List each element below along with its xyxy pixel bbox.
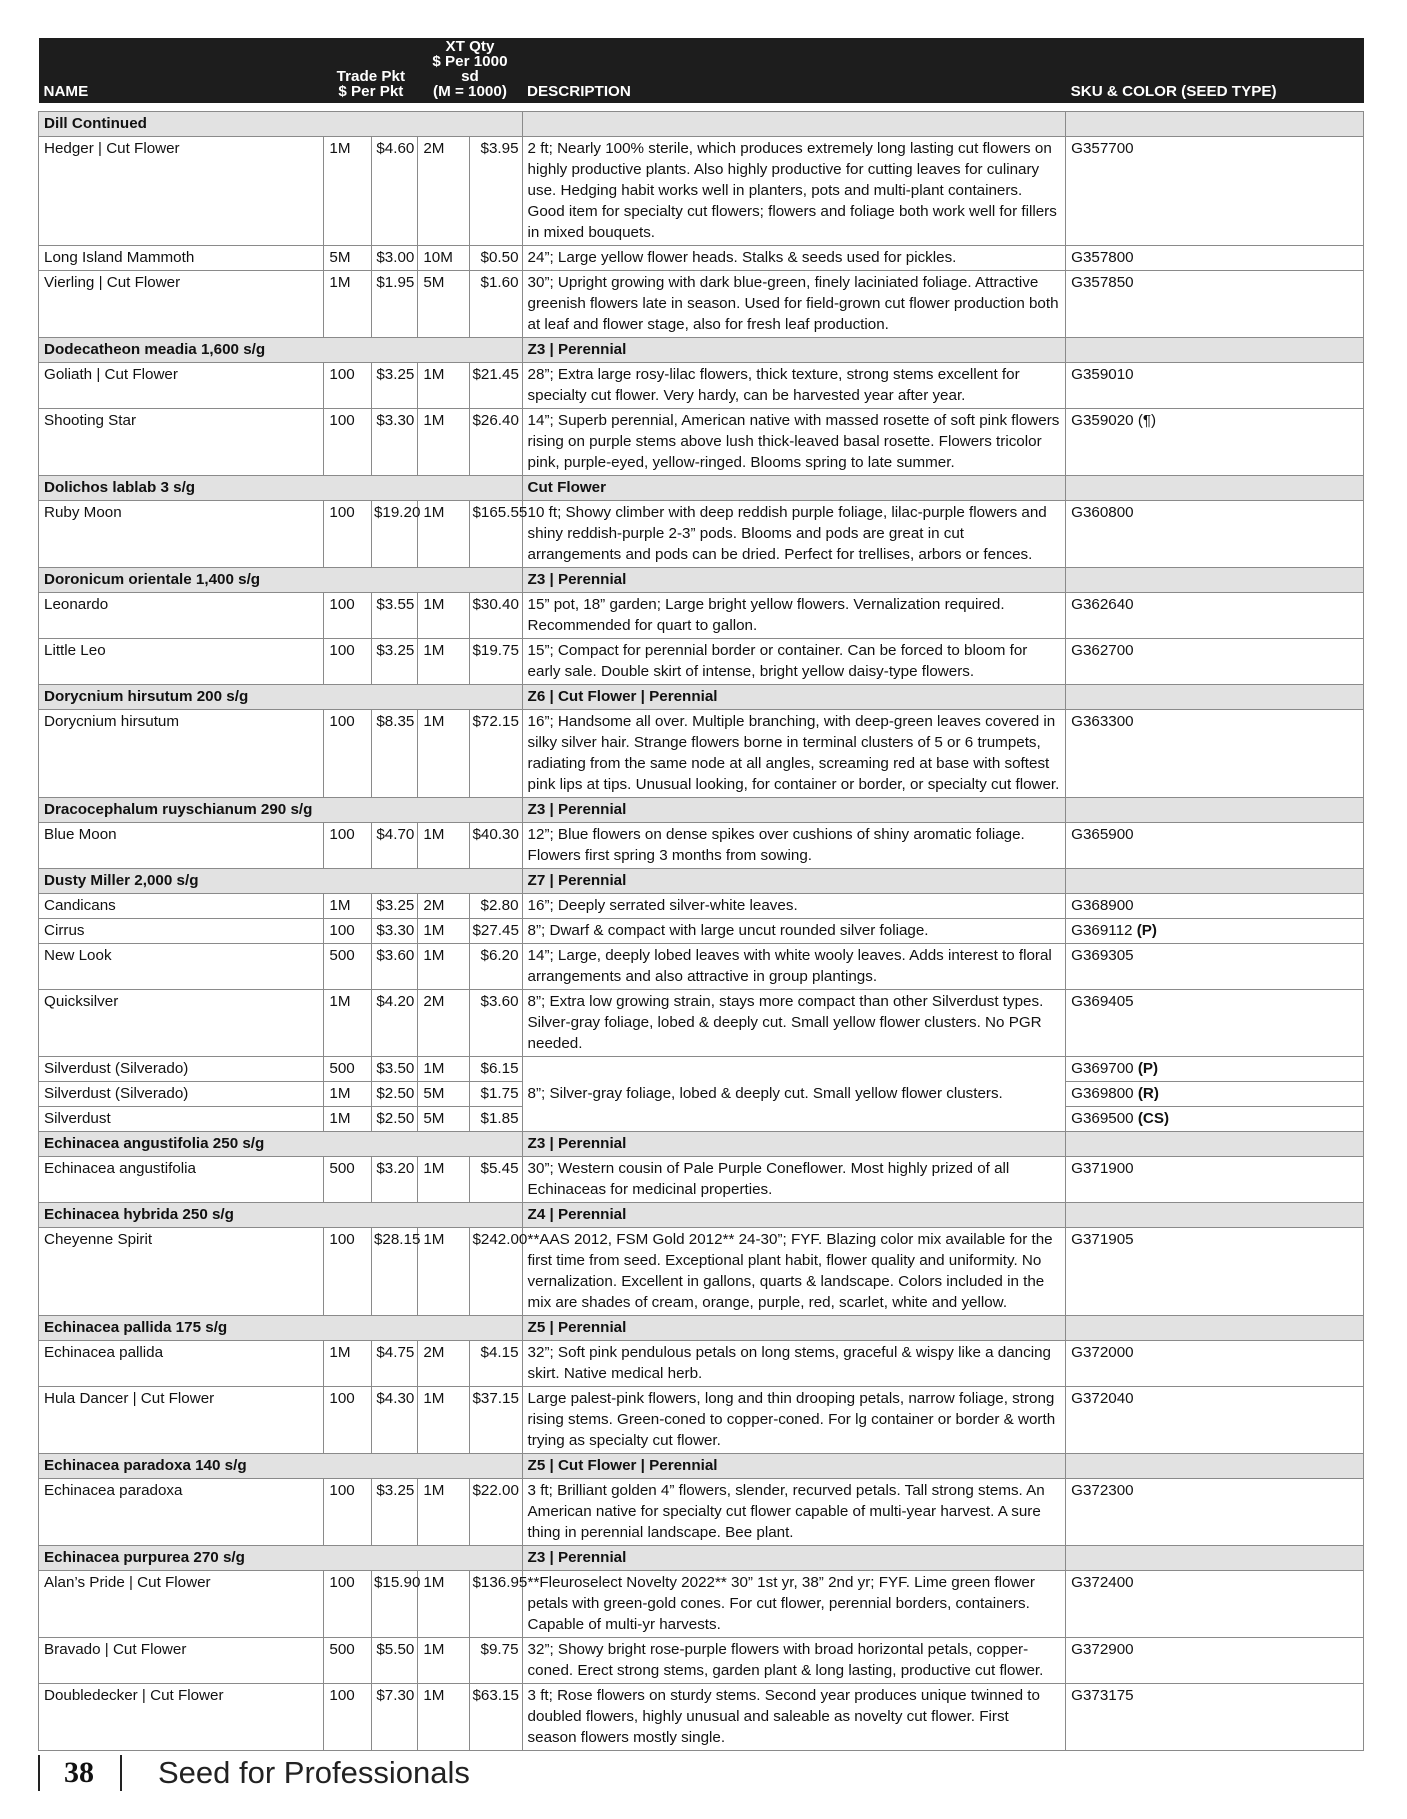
section-header-row — [39, 1132, 1364, 1157]
table-row — [39, 1157, 1364, 1203]
trade-pkt-price: $2.50 — [371, 1107, 417, 1132]
trade-pkt-price: $3.20 — [371, 1157, 417, 1203]
section-sku-blank — [1066, 1203, 1364, 1228]
variety-name: Vierling | Cut Flower — [39, 271, 324, 338]
trade-pkt-qty: 100 — [324, 710, 372, 798]
variety-name: Hedger | Cut Flower — [39, 137, 324, 246]
trade-pkt-qty: 1M — [324, 137, 372, 246]
trade-pkt-price: $3.50 — [371, 1057, 417, 1082]
xt-price: $37.15 — [470, 1387, 522, 1454]
table-row — [39, 1228, 1364, 1316]
variety-name: Little Leo — [39, 639, 324, 685]
sku-cell — [1066, 1571, 1364, 1638]
sku-code: G362640 — [1071, 596, 1134, 613]
trade-pkt-price: $7.30 — [371, 1684, 417, 1751]
section-sku-blank — [1066, 112, 1364, 137]
trade-pkt-price: $3.25 — [371, 363, 417, 409]
variety-description: 16”; Deeply serrated silver-white leaves. — [522, 894, 1066, 919]
xt-price: $6.20 — [470, 944, 522, 990]
section-header-row — [39, 1316, 1364, 1341]
xt-qty: 1M — [418, 1638, 470, 1684]
trade-pkt-price: $3.25 — [371, 639, 417, 685]
variety-description: 8”; Extra low growing strain, stays more compact than other Silverdust types. Silver-gray foliage, lobed & deeply cut. Small yellow flower clusters. No PGR needed. — [522, 990, 1066, 1057]
sku-code: G371900 — [1071, 1160, 1134, 1177]
xt-price: $30.40 — [470, 593, 522, 639]
variety-description: 24”; Large yellow flower heads. Stalks & seeds used for pickles. — [522, 246, 1066, 271]
variety-description: 3 ft; Brilliant golden 4” flowers, slender, recurved petals. Tall strong stems. An American native for specialty cut flower capable of multi-year harvest. A sure thing in perennial landscape. Bee plant. — [522, 1479, 1066, 1546]
section-title: Dill Continued — [39, 112, 523, 137]
section-sku-blank — [1066, 1316, 1364, 1341]
sku-code: G372300 — [1071, 1482, 1134, 1499]
trade-pkt-price: $4.70 — [371, 823, 417, 869]
section-zone: Z3 | Perennial — [522, 338, 1066, 363]
sku-cell — [1066, 246, 1364, 271]
section-sku-blank — [1066, 568, 1364, 593]
sku-code: G363300 — [1071, 713, 1134, 730]
sku-cell — [1066, 1082, 1364, 1107]
variety-description: Large palest-pink flowers, long and thin drooping petals, narrow foliage, strong rising stems. Green-coned to copper-coned. For lg container or border & worth trying as specialty cut flower. — [522, 1387, 1066, 1454]
table-row — [39, 823, 1364, 869]
xt-qty: 2M — [418, 137, 470, 246]
table-row — [39, 271, 1364, 338]
xt-qty: 1M — [418, 1479, 470, 1546]
xt-qty: 1M — [418, 1057, 470, 1082]
section-header-row — [39, 338, 1364, 363]
trade-pkt-qty: 100 — [324, 1228, 372, 1316]
trade-pkt-qty: 1M — [324, 894, 372, 919]
trade-pkt-price: $3.30 — [371, 409, 417, 476]
trade-pkt-price: $5.50 — [371, 1638, 417, 1684]
section-header-row — [39, 1454, 1364, 1479]
sku-cell — [1066, 409, 1364, 476]
section-zone: Z3 | Perennial — [522, 798, 1066, 823]
table-body — [39, 112, 1364, 1751]
sku-cell — [1066, 1479, 1364, 1546]
variety-name: Hula Dancer | Cut Flower — [39, 1387, 324, 1454]
xt-price: $21.45 — [470, 363, 522, 409]
sku-code: G372040 — [1071, 1390, 1134, 1407]
trade-pkt-qty: 500 — [324, 1057, 372, 1082]
xt-price: $26.40 — [470, 409, 522, 476]
section-sku-blank — [1066, 476, 1364, 501]
trade-pkt-price: $4.75 — [371, 1341, 417, 1387]
sku-cell — [1066, 990, 1364, 1057]
variety-name: Echinacea paradoxa — [39, 1479, 324, 1546]
table-row — [39, 1571, 1364, 1638]
section-zone: Cut Flower — [522, 476, 1066, 501]
sku-code: G372400 — [1071, 1574, 1134, 1591]
variety-description: 30”; Upright growing with dark blue-green, finely laciniated foliage. Attractive greenish flowers late in season. Used for field-grown cut flower production both at leaf and flower stage, also for fresh leaf production. — [522, 271, 1066, 338]
sku-cell — [1066, 710, 1364, 798]
xt-price: $1.85 — [470, 1107, 522, 1132]
trade-pkt-qty: 1M — [324, 1341, 372, 1387]
section-header-row — [39, 112, 1364, 137]
sku-code: G371905 — [1071, 1231, 1134, 1248]
table-row — [39, 363, 1364, 409]
trade-pkt-qty: 100 — [324, 823, 372, 869]
table-row — [39, 944, 1364, 990]
table-row — [39, 246, 1364, 271]
trade-pkt-qty: 100 — [324, 593, 372, 639]
xt-qty-unit: $ Per 1000 sd — [432, 53, 508, 85]
col-name-header: NAME — [39, 38, 324, 103]
trade-pkt-qty: 1M — [324, 1082, 372, 1107]
section-header-row — [39, 568, 1364, 593]
xt-price: $72.15 — [470, 710, 522, 798]
table-row — [39, 501, 1364, 568]
variety-name: Ruby Moon — [39, 501, 324, 568]
variety-description: 2 ft; Nearly 100% sterile, which produces extremely long lasting cut flowers on highly productive plants. Also highly productive for cutting leaves for culinary use. Hedging habit works well in planters, pots and multi-plant containers. Good item for specialty cut flowers; flowers and foliage both work well for fillers in mixed bouquets. — [522, 137, 1066, 246]
trade-pkt-price: $8.35 — [371, 710, 417, 798]
variety-name: Cirrus — [39, 919, 324, 944]
variety-description: 3 ft; Rose flowers on sturdy stems. Second year produces unique twinned to doubled flowers, highly unusual and saleable as novelty cut flower. First season flowers mostly single. — [522, 1684, 1066, 1751]
variety-name: Doubledecker | Cut Flower — [39, 1684, 324, 1751]
col-xt-qty-header — [418, 38, 522, 103]
trade-pkt-price: $3.30 — [371, 919, 417, 944]
section-header-row — [39, 476, 1364, 501]
xt-qty: 2M — [418, 990, 470, 1057]
xt-qty: 5M — [418, 1107, 470, 1132]
xt-qty: 1M — [418, 593, 470, 639]
variety-description: **Fleuroselect Novelty 2022** 30” 1st yr, 38” 2nd yr; FYF. Lime green flower petals with green-gold cones. For cut flower, perennial borders, containers. Capable of multi-yr harvests. — [522, 1571, 1066, 1638]
section-header-row — [39, 869, 1364, 894]
variety-description: 16”; Handsome all over. Multiple branching, with deep-green leaves covered in silky silver hair. Strange flowers borne in terminal clusters of 5 or 6 trumpets, radiating from the same node at all angles, screaming red at base with softest pink lips at tips. Unusual looking, for container or border, or specialty cut flower. — [522, 710, 1066, 798]
table-row — [39, 919, 1364, 944]
section-zone: Z5 | Cut Flower | Perennial — [522, 1454, 1066, 1479]
xt-price: $242.00 — [470, 1228, 522, 1316]
trade-pkt-price: $15.90 — [371, 1571, 417, 1638]
section-zone: Z7 | Perennial — [522, 869, 1066, 894]
variety-description: 14”; Large, deeply lobed leaves with white wooly leaves. Adds interest to floral arrangements and also attractive in group plantings. — [522, 944, 1066, 990]
xt-qty: 1M — [418, 1571, 470, 1638]
trade-pkt-qty: 1M — [324, 990, 372, 1057]
xt-price: $4.15 — [470, 1341, 522, 1387]
table-row — [39, 990, 1364, 1057]
section-sku-blank — [1066, 338, 1364, 363]
trade-pkt-qty: 100 — [324, 409, 372, 476]
trade-pkt-price: $4.20 — [371, 990, 417, 1057]
footer-brand: Seed for Professionals — [158, 1755, 470, 1790]
trade-pkt-qty: 100 — [324, 363, 372, 409]
trade-pkt-qty: 500 — [324, 1157, 372, 1203]
sku-code: G357700 — [1071, 140, 1134, 157]
trade-pkt-price: $2.50 — [371, 1082, 417, 1107]
section-title: Echinacea pallida 175 s/g — [39, 1316, 523, 1341]
table-row — [39, 1479, 1364, 1546]
section-header-row — [39, 798, 1364, 823]
sku-code: G359020 (¶) — [1071, 412, 1157, 429]
table-row — [39, 894, 1364, 919]
section-zone: Z3 | Perennial — [522, 1546, 1066, 1571]
sku-cell — [1066, 1228, 1364, 1316]
seed-type-tag: (R) — [1137, 1085, 1159, 1102]
section-sku-blank — [1066, 685, 1364, 710]
trade-pkt-qty: 100 — [324, 639, 372, 685]
variety-description: 8”; Dwarf & compact with large uncut rounded silver foliage. — [522, 919, 1066, 944]
table-row — [39, 409, 1364, 476]
trade-pkt-price: $3.00 — [371, 246, 417, 271]
page-number: 38 — [64, 1756, 94, 1789]
trade-pkt-qty: 100 — [324, 1684, 372, 1751]
variety-description: 10 ft; Showy climber with deep reddish purple foliage, lilac-purple flowers and shiny reddish-purple 2-3” pods. Blooms and pods are great in cut arrangements and pods can be dried. Perfect for trellises, arbors or fences. — [522, 501, 1066, 568]
sku-cell — [1066, 944, 1364, 990]
trade-pkt-qty: 500 — [324, 1638, 372, 1684]
section-zone: Z6 | Cut Flower | Perennial — [522, 685, 1066, 710]
sku-code: G357850 — [1071, 274, 1134, 291]
sku-cell — [1066, 823, 1364, 869]
sku-code: G369700 — [1071, 1060, 1134, 1077]
sku-code: G373175 — [1071, 1687, 1134, 1704]
sku-cell — [1066, 1638, 1364, 1684]
section-title: Dracocephalum ruyschianum 290 s/g — [39, 798, 523, 823]
section-header-row — [39, 685, 1364, 710]
xt-price: $63.15 — [470, 1684, 522, 1751]
xt-price: $40.30 — [470, 823, 522, 869]
variety-description: 30”; Western cousin of Pale Purple Coneflower. Most highly prized of all Echinaceas for medicinal properties. — [522, 1157, 1066, 1203]
xt-qty-note: (M = 1000) — [433, 83, 507, 100]
table-row — [39, 1684, 1364, 1751]
variety-name: Cheyenne Spirit — [39, 1228, 324, 1316]
variety-name: Echinacea angustifolia — [39, 1157, 324, 1203]
variety-name: Alan’s Pride | Cut Flower — [39, 1571, 324, 1638]
sku-cell — [1066, 1387, 1364, 1454]
section-header-row — [39, 1203, 1364, 1228]
xt-qty: 1M — [418, 1684, 470, 1751]
variety-description: 28”; Extra large rosy-lilac flowers, thick texture, strong stems excellent for specialty cut flower. Very hardy, can be harvested year after year. — [522, 363, 1066, 409]
trade-pkt-qty: 100 — [324, 501, 372, 568]
variety-name: Echinacea pallida — [39, 1341, 324, 1387]
table-header — [39, 38, 1364, 103]
page-footer — [38, 1752, 470, 1794]
seed-type-tag: (CS) — [1137, 1110, 1170, 1127]
sku-code: G369405 — [1071, 993, 1134, 1010]
xt-price: $22.00 — [470, 1479, 522, 1546]
xt-qty: 1M — [418, 639, 470, 685]
seed-type-tag: (P) — [1136, 922, 1157, 939]
sku-cell — [1066, 363, 1364, 409]
xt-qty-label: XT Qty — [445, 38, 495, 55]
footer-divider-right — [120, 1755, 122, 1791]
table-row — [39, 1341, 1364, 1387]
variety-name: Shooting Star — [39, 409, 324, 476]
trade-pkt-qty: 100 — [324, 1571, 372, 1638]
sku-code: G365900 — [1071, 826, 1134, 843]
table-row — [39, 137, 1364, 246]
col-sku-header: SKU & COLOR (SEED TYPE) — [1066, 38, 1364, 103]
footer-divider-left — [38, 1755, 40, 1791]
table-row — [39, 710, 1364, 798]
xt-qty: 5M — [418, 271, 470, 338]
sku-code: G369500 — [1071, 1110, 1134, 1127]
sku-cell — [1066, 1107, 1364, 1132]
section-zone: Z5 | Perennial — [522, 1316, 1066, 1341]
col-trade-pkt-header — [324, 38, 418, 103]
xt-price: $19.75 — [470, 639, 522, 685]
sku-code: G357800 — [1071, 249, 1134, 266]
xt-qty: 1M — [418, 1157, 470, 1203]
variety-name: Candicans — [39, 894, 324, 919]
section-title: Echinacea hybrida 250 s/g — [39, 1203, 523, 1228]
xt-qty: 1M — [418, 823, 470, 869]
xt-price: $27.45 — [470, 919, 522, 944]
variety-description: 15”; Compact for perennial border or container. Can be forced to bloom for early sale. Double skirt of intense, bright yellow daisy-type flowers. — [522, 639, 1066, 685]
xt-price: $3.95 — [470, 137, 522, 246]
section-sku-blank — [1066, 1132, 1364, 1157]
xt-qty: 1M — [418, 1387, 470, 1454]
table-row — [39, 593, 1364, 639]
section-sku-blank — [1066, 1546, 1364, 1571]
trade-pkt-qty: 1M — [324, 1107, 372, 1132]
sku-cell — [1066, 894, 1364, 919]
sku-cell — [1066, 1341, 1364, 1387]
sku-cell — [1066, 639, 1364, 685]
variety-name: Goliath | Cut Flower — [39, 363, 324, 409]
xt-qty: 1M — [418, 710, 470, 798]
trade-pkt-price: $3.25 — [371, 894, 417, 919]
xt-qty: 10M — [418, 246, 470, 271]
sku-cell — [1066, 271, 1364, 338]
xt-qty: 1M — [418, 919, 470, 944]
sku-code: G362700 — [1071, 642, 1134, 659]
xt-price: $6.15 — [470, 1057, 522, 1082]
trade-pkt-price: $3.60 — [371, 944, 417, 990]
trade-pkt-price: $19.20 — [371, 501, 417, 568]
xt-price: $2.80 — [470, 894, 522, 919]
section-sku-blank — [1066, 869, 1364, 894]
variety-name: Long Island Mammoth — [39, 246, 324, 271]
xt-qty: 1M — [418, 1228, 470, 1316]
trade-pkt-qty: 500 — [324, 944, 372, 990]
variety-description: **AAS 2012, FSM Gold 2012** 24-30”; FYF. Blazing color mix available for the first time from seed. Exceptional plant habit, flower quality and uniformity. No vernalization. Excellent in gallons, quarts & landscape. Colors included in the mix are shades of cream, orange, purple, red, scarlet, white and yellow. — [522, 1228, 1066, 1316]
variety-description: 14”; Superb perennial, American native with massed rosette of soft pink flowers rising on purple stems above lush thick-leaved basal rosette. Flowers tricolor pink, purple-eyed, yellow-ringed. Blooms spring to late summer. — [522, 409, 1066, 476]
trade-pkt-price: $28.15 — [371, 1228, 417, 1316]
xt-price: $1.75 — [470, 1082, 522, 1107]
xt-qty: 1M — [418, 501, 470, 568]
section-title: Dolichos lablab 3 s/g — [39, 476, 523, 501]
sku-cell — [1066, 1157, 1364, 1203]
table-row — [39, 1387, 1364, 1454]
variety-description: 15” pot, 18” garden; Large bright yellow flowers. Vernalization required. Recommended for quart to gallon. — [522, 593, 1066, 639]
variety-name: Bravado | Cut Flower — [39, 1638, 324, 1684]
section-zone: Z4 | Perennial — [522, 1203, 1066, 1228]
sku-code: G369800 — [1071, 1085, 1134, 1102]
trade-pkt-qty: 5M — [324, 246, 372, 271]
section-title: Dusty Miller 2,000 s/g — [39, 869, 523, 894]
variety-name: Blue Moon — [39, 823, 324, 869]
xt-qty: 2M — [418, 894, 470, 919]
trade-pkt-price: $4.60 — [371, 137, 417, 246]
trade-pkt-price: $3.55 — [371, 593, 417, 639]
section-title: Echinacea angustifolia 250 s/g — [39, 1132, 523, 1157]
section-zone: Z3 | Perennial — [522, 568, 1066, 593]
xt-price: $136.95 — [470, 1571, 522, 1638]
section-zone — [522, 112, 1066, 137]
sku-code: G360800 — [1071, 504, 1134, 521]
section-header-row — [39, 1546, 1364, 1571]
section-title: Dodecatheon meadia 1,600 s/g — [39, 338, 523, 363]
sku-cell — [1066, 1684, 1364, 1751]
variety-description: 32”; Soft pink pendulous petals on long stems, graceful & wispy like a dancing skirt. Native medical herb. — [522, 1341, 1066, 1387]
sku-cell — [1066, 137, 1364, 246]
xt-price: $5.45 — [470, 1157, 522, 1203]
variety-name: New Look — [39, 944, 324, 990]
table-row — [39, 1638, 1364, 1684]
section-title: Echinacea purpurea 270 s/g — [39, 1546, 523, 1571]
sku-code: G372000 — [1071, 1344, 1134, 1361]
variety-name: Quicksilver — [39, 990, 324, 1057]
sku-cell — [1066, 1057, 1364, 1082]
seed-catalog-table — [38, 38, 1364, 1751]
variety-name: Silverdust (Silverado) — [39, 1057, 324, 1082]
variety-description: 8”; Silver-gray foliage, lobed & deeply cut. Small yellow flower clusters. — [522, 1057, 1066, 1132]
variety-description: 32”; Showy bright rose-purple flowers with broad horizontal petals, copper- coned. Erect strong stems, garden plant & long lasting, productive cut flower. — [522, 1638, 1066, 1684]
sku-code: G372900 — [1071, 1641, 1134, 1658]
trade-pkt-price: $3.25 — [371, 1479, 417, 1546]
xt-qty: 2M — [418, 1341, 470, 1387]
section-title: Dorycnium hirsutum 200 s/g — [39, 685, 523, 710]
variety-description: 12”; Blue flowers on dense spikes over cushions of shiny aromatic foliage. Flowers first spring 3 months from sowing. — [522, 823, 1066, 869]
trade-pkt-qty: 100 — [324, 1479, 372, 1546]
xt-price: $9.75 — [470, 1638, 522, 1684]
xt-qty: 1M — [418, 944, 470, 990]
xt-price: $3.60 — [470, 990, 522, 1057]
sku-code: G369112 — [1071, 922, 1133, 939]
trade-pkt-price: $4.30 — [371, 1387, 417, 1454]
xt-qty: 5M — [418, 1082, 470, 1107]
variety-name: Leonardo — [39, 593, 324, 639]
sku-code: G359010 — [1071, 366, 1134, 383]
col-description-header: DESCRIPTION — [522, 38, 1066, 103]
trade-pkt-label: Trade Pkt — [336, 68, 406, 85]
trade-pkt-qty: 100 — [324, 1387, 372, 1454]
section-zone: Z3 | Perennial — [522, 1132, 1066, 1157]
xt-qty: 1M — [418, 363, 470, 409]
table-row — [39, 1057, 1364, 1082]
section-sku-blank — [1066, 1454, 1364, 1479]
trade-pkt-qty: 100 — [324, 919, 372, 944]
table-row — [39, 639, 1364, 685]
xt-qty: 1M — [418, 409, 470, 476]
sku-cell — [1066, 919, 1364, 944]
trade-pkt-qty: 1M — [324, 271, 372, 338]
sku-cell — [1066, 501, 1364, 568]
sku-code: G369305 — [1071, 947, 1134, 964]
xt-price: $165.55 — [470, 501, 522, 568]
xt-price: $0.50 — [470, 246, 522, 271]
section-title: Echinacea paradoxa 140 s/g — [39, 1454, 523, 1479]
variety-name: Silverdust (Silverado) — [39, 1082, 324, 1107]
section-title: Doronicum orientale 1,400 s/g — [39, 568, 523, 593]
xt-price: $1.60 — [470, 271, 522, 338]
sku-code: G368900 — [1071, 897, 1134, 914]
variety-name: Dorycnium hirsutum — [39, 710, 324, 798]
sku-cell — [1066, 593, 1364, 639]
section-sku-blank — [1066, 798, 1364, 823]
variety-name: Silverdust — [39, 1107, 324, 1132]
trade-pkt-unit: $ Per Pkt — [338, 83, 404, 100]
seed-type-tag: (P) — [1137, 1060, 1159, 1077]
trade-pkt-price: $1.95 — [371, 271, 417, 338]
